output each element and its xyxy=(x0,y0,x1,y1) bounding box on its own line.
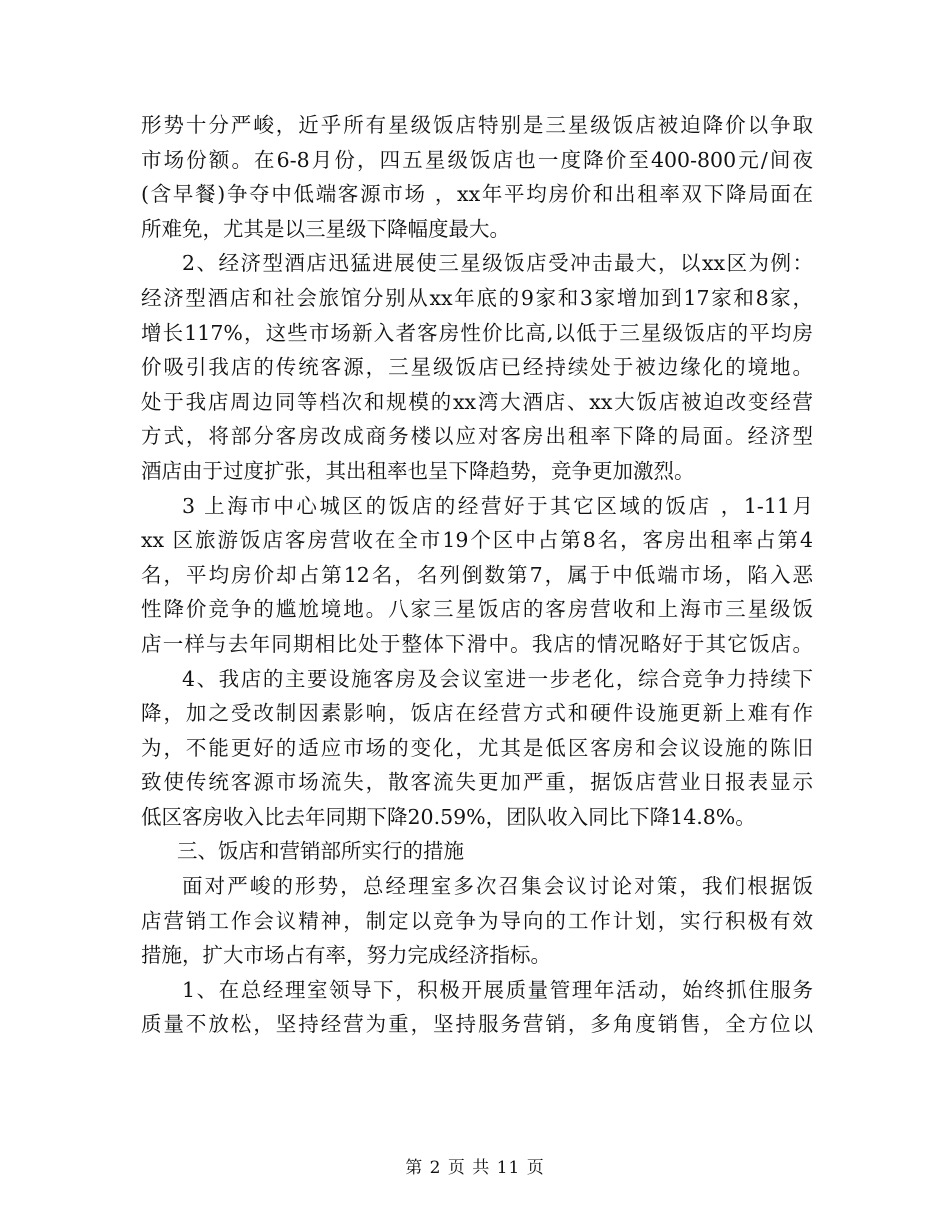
text-line-15: 性降价竞争的尴尬境地。八家三星饭店的客房营收和上海市三星级饭 xyxy=(141,597,813,622)
text-line-17: 4、我店的主要设施客房及会议室进一步老化，综合竞争力持续下 xyxy=(182,666,813,691)
page-footer: 第 2 页 共 11 页 xyxy=(405,1158,545,1178)
section-heading: 三、饭店和营销部所实行的措施 xyxy=(177,839,464,864)
text-line-26: 1、在总经理室领导下，积极开展质量管理年活动，始终抓住服务 xyxy=(182,977,813,1002)
text-line-16: 店一样与去年同期相比处于整体下滑中。我店的情况略好于其它饭店。 xyxy=(141,631,813,656)
text-line-8: 价吸引我店的传统客源，三星级饭店已经持续处于被边缘化的境地。 xyxy=(141,355,813,380)
text-line-5: 2、经济型酒店迅猛进展使三星级饭店受冲击最大，以xx区为例： xyxy=(182,251,813,276)
text-line-7: 增长117%，这些市场新入者客房性价比高,以低于三星级饭店的平均房 xyxy=(141,320,813,345)
text-line-6: 经济型酒店和社会旅馆分别从xx年底的9家和3家增加到17家和8家， xyxy=(141,285,813,310)
text-line-21: 低区客房收入比去年同期下降20.59%，团队收入同比下降14.8%。 xyxy=(141,804,756,829)
text-line-13: xx 区旅游饭店客房营收在全市19个区中占第8名，客房出租率占第4 xyxy=(141,528,813,553)
text-line-24: 店营销工作会议精神，制定以竞争为导向的工作计划，实行积极有效 xyxy=(141,908,813,933)
text-line-20: 致使传统客源市场流失，散客流失更加严重，据饭店营业日报表显示 xyxy=(141,770,813,795)
text-line-3: (含早餐)争夺中低端客源市场 ，xx年平均房价和出租率双下降局面在 xyxy=(141,182,813,207)
text-line-23: 面对严峻的形势，总经理室多次召集会议讨论对策，我们根据饭 xyxy=(182,874,813,899)
text-line-9: 处于我店周边同等档次和规模的xx湾大酒店、xx大饭店被迫改变经营 xyxy=(141,389,813,414)
text-line-19: 为，不能更好的适应市场的变化，尤其是低区客房和会议设施的陈旧 xyxy=(141,735,813,760)
text-line-10: 方式，将部分客房改成商务楼以应对客房出租率下降的局面。经济型 xyxy=(141,424,813,449)
text-line-18: 降，加之受改制因素影响，饭店在经营方式和硬件设施更新上难有作 xyxy=(141,701,813,726)
text-line-14: 名，平均房价却占第12名，名列倒数第7，属于中低端市场，陷入恶 xyxy=(141,562,813,587)
text-line-25: 措施，扩大市场占有率，努力完成经济指标。 xyxy=(141,943,551,968)
document-body xyxy=(141,108,813,1042)
text-line-2: 市场份额。在6-8月份，四五星级饭店也一度降价至400-800元/间夜 xyxy=(141,147,813,172)
text-line-4: 所难免，尤其是以三星级下降幅度最大。 xyxy=(141,216,510,241)
text-line-1: 形势十分严峻，近乎所有星级饭店特别是三星级饭店被迫降价以争取 xyxy=(141,113,813,137)
text-line-11: 酒店由于过度扩张，其出租率也呈下降趋势，竞争更加激烈。 xyxy=(141,458,695,483)
text-line-27: 质量不放松，坚持经营为重，坚持服务营销，多角度销售，全方位以 xyxy=(141,1012,813,1037)
text-line-12: 3 上海市中心城区的饭店的经营好于其它区域的饭店 ，1-11月 xyxy=(182,493,813,518)
